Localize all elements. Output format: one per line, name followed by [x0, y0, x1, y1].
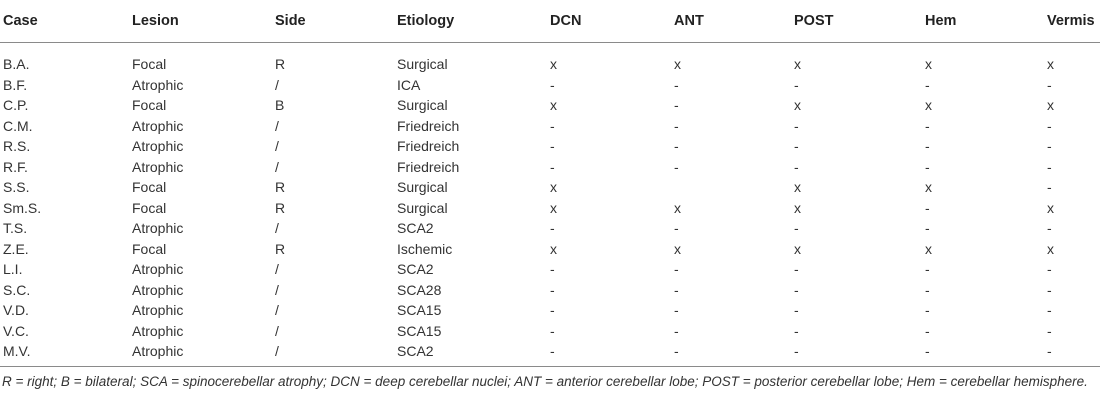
- cell-ant: -: [674, 158, 679, 175]
- cell-hem: -: [925, 322, 930, 339]
- cell-etiology: Surgical: [397, 97, 448, 113]
- table-row: [0, 116, 1100, 137]
- cell-case: T.S.: [3, 220, 28, 236]
- cell-dcn: x: [550, 97, 557, 113]
- cell-dcn: -: [550, 302, 555, 318]
- cell-etiology: SCA28: [397, 281, 442, 298]
- cell-etiology: Surgical: [397, 199, 448, 216]
- cell-dcn: x: [550, 56, 557, 72]
- cell-dcn: -: [550, 158, 555, 175]
- cell-lesion: Atrophic: [132, 138, 184, 154]
- cell-post: -: [794, 220, 799, 236]
- cell-hem: -: [925, 220, 930, 236]
- cell-lesion: Atrophic: [132, 76, 184, 93]
- cell-lesion: Atrophic: [132, 261, 184, 277]
- cell-case: B.A.: [3, 56, 30, 72]
- cell-ant: x: [674, 56, 681, 72]
- cell-side: /: [275, 343, 279, 359]
- cell-etiology: Friedreich: [397, 158, 460, 175]
- cell-etiology: SCA2: [397, 220, 434, 236]
- cell-ant: x: [674, 199, 681, 216]
- cell-side: R: [275, 56, 286, 72]
- cell-case: R.S.: [3, 138, 31, 154]
- cell-dcn: -: [550, 281, 555, 298]
- cell-hem: -: [925, 302, 930, 318]
- table-row: [0, 239, 1100, 260]
- cell-post: -: [794, 158, 799, 175]
- cell-etiology: Ischemic: [397, 240, 453, 257]
- cell-lesion: Atrophic: [132, 117, 184, 134]
- cell-ant: -: [674, 220, 679, 236]
- table-body: [0, 54, 1100, 362]
- table-row: [0, 198, 1100, 219]
- table-header-row: [0, 0, 1100, 43]
- cell-side: /: [275, 117, 279, 134]
- cell-etiology: ICA: [397, 76, 421, 93]
- cell-case: V.C.: [3, 322, 29, 339]
- cell-case: B.F.: [3, 76, 28, 93]
- cell-side: /: [275, 138, 279, 154]
- table-row: [0, 157, 1100, 178]
- cell-case: C.P.: [3, 97, 29, 113]
- cell-ant: -: [674, 97, 679, 113]
- cell-case: Sm.S.: [3, 199, 42, 216]
- cell-ant: -: [674, 261, 679, 277]
- cell-vermis: -: [1047, 220, 1052, 236]
- cell-post: -: [794, 281, 799, 298]
- cell-side: R: [275, 240, 286, 257]
- cell-case: R.F.: [3, 158, 28, 175]
- cell-vermis: x: [1047, 240, 1054, 257]
- cell-side: /: [275, 261, 279, 277]
- cell-etiology: SCA15: [397, 302, 442, 318]
- cell-lesion: Atrophic: [132, 343, 184, 359]
- cell-side: /: [275, 302, 279, 318]
- header-side: Side: [275, 13, 306, 29]
- table-footnote: R = right; B = bilateral; SCA = spinocerebellar atrophy; DCN = deep cerebellar nuclei; ANT = anterior cerebellar lobe; POST = posterior cerebellar lobe; Hem = cerebellar hemisphere.: [2, 374, 1088, 389]
- cell-post: -: [794, 261, 799, 277]
- cell-dcn: -: [550, 117, 555, 134]
- cell-post: -: [794, 117, 799, 134]
- cell-side: R: [275, 199, 286, 216]
- cell-etiology: Friedreich: [397, 138, 460, 154]
- cell-dcn: -: [550, 261, 555, 277]
- cell-hem: -: [925, 158, 930, 175]
- header-vermis: Vermis: [1047, 13, 1095, 29]
- header-post: POST: [794, 13, 834, 29]
- cell-lesion: Atrophic: [132, 281, 184, 298]
- cell-hem: -: [925, 261, 930, 277]
- cell-case: Z.E.: [3, 240, 29, 257]
- cell-side: /: [275, 76, 279, 93]
- cell-post: x: [794, 240, 801, 257]
- cell-ant: -: [674, 138, 679, 154]
- cell-post: -: [794, 138, 799, 154]
- cell-case: L.I.: [3, 261, 23, 277]
- cell-post: -: [794, 322, 799, 339]
- cell-dcn: -: [550, 220, 555, 236]
- cell-dcn: -: [550, 138, 555, 154]
- cell-hem: x: [925, 97, 932, 113]
- cell-lesion: Atrophic: [132, 302, 184, 318]
- cell-lesion: Focal: [132, 97, 167, 113]
- cell-lesion: Atrophic: [132, 158, 184, 175]
- cell-dcn: x: [550, 179, 557, 195]
- table-row: [0, 341, 1100, 362]
- cell-case: V.D.: [3, 302, 29, 318]
- cell-ant: -: [674, 343, 679, 359]
- cell-post: x: [794, 97, 801, 113]
- table-row: [0, 75, 1100, 96]
- cell-dcn: -: [550, 76, 555, 93]
- cell-side: /: [275, 220, 279, 236]
- cell-side: B: [275, 97, 285, 113]
- cell-post: -: [794, 343, 799, 359]
- cell-hem: -: [925, 343, 930, 359]
- cell-case: M.V.: [3, 343, 31, 359]
- cell-hem: -: [925, 117, 930, 134]
- cell-etiology: SCA2: [397, 261, 434, 277]
- cell-vermis: x: [1047, 56, 1054, 72]
- cell-vermis: -: [1047, 138, 1052, 154]
- cell-vermis: x: [1047, 97, 1054, 113]
- cell-dcn: x: [550, 240, 557, 257]
- cell-side: /: [275, 281, 279, 298]
- header-etiology: Etiology: [397, 13, 455, 29]
- table-row: [0, 218, 1100, 239]
- cell-hem: -: [925, 138, 930, 154]
- cell-lesion: Atrophic: [132, 220, 184, 236]
- cell-vermis: x: [1047, 199, 1054, 216]
- table-row: [0, 95, 1100, 116]
- header-dcn: DCN: [550, 13, 582, 29]
- cell-post: -: [794, 76, 799, 93]
- cell-side: /: [275, 322, 279, 339]
- table-row: [0, 177, 1100, 198]
- cell-case: S.C.: [3, 281, 31, 298]
- header-hem: Hem: [925, 13, 957, 29]
- cell-hem: -: [925, 281, 930, 298]
- cell-dcn: x: [550, 199, 557, 216]
- cell-dcn: -: [550, 322, 555, 339]
- cell-etiology: Surgical: [397, 56, 448, 72]
- cell-vermis: -: [1047, 76, 1052, 93]
- table-row: [0, 280, 1100, 301]
- cell-hem: x: [925, 240, 932, 257]
- cell-lesion: Focal: [132, 240, 167, 257]
- header-lesion: Lesion: [132, 13, 179, 29]
- cell-dcn: -: [550, 343, 555, 359]
- cell-lesion: Focal: [132, 179, 167, 195]
- cell-ant: -: [674, 281, 679, 298]
- cell-etiology: SCA15: [397, 322, 442, 339]
- table-row: [0, 136, 1100, 157]
- cell-hem: -: [925, 76, 930, 93]
- table-bottom-rule: [0, 366, 1100, 367]
- cell-case: S.S.: [3, 179, 30, 195]
- cell-hem: x: [925, 179, 932, 195]
- cell-vermis: -: [1047, 281, 1052, 298]
- cell-ant: -: [674, 117, 679, 134]
- cell-lesion: Focal: [132, 56, 167, 72]
- table-row: [0, 300, 1100, 321]
- cell-etiology: Surgical: [397, 179, 448, 195]
- cell-lesion: Focal: [132, 199, 167, 216]
- cell-ant: -: [674, 322, 679, 339]
- cell-ant: -: [674, 302, 679, 318]
- cell-side: R: [275, 179, 286, 195]
- cell-case: C.M.: [3, 117, 33, 134]
- cell-vermis: -: [1047, 117, 1052, 134]
- cell-post: -: [794, 302, 799, 318]
- cell-vermis: -: [1047, 302, 1052, 318]
- cell-vermis: -: [1047, 322, 1052, 339]
- table-row: [0, 259, 1100, 280]
- cell-post: x: [794, 56, 801, 72]
- cell-post: x: [794, 179, 801, 195]
- cell-vermis: -: [1047, 343, 1052, 359]
- table-row: [0, 54, 1100, 75]
- header-ant: ANT: [674, 13, 704, 29]
- cell-etiology: Friedreich: [397, 117, 460, 134]
- cell-ant: -: [674, 76, 679, 93]
- cell-etiology: SCA2: [397, 343, 434, 359]
- cell-lesion: Atrophic: [132, 322, 184, 339]
- cell-hem: x: [925, 56, 932, 72]
- cell-vermis: -: [1047, 158, 1052, 175]
- cell-vermis: -: [1047, 261, 1052, 277]
- table-row: [0, 321, 1100, 342]
- cell-ant: x: [674, 240, 681, 257]
- cell-hem: -: [925, 199, 930, 216]
- cell-vermis: -: [1047, 179, 1052, 195]
- cell-post: x: [794, 199, 801, 216]
- cell-side: /: [275, 158, 279, 175]
- header-case: Case: [3, 13, 38, 29]
